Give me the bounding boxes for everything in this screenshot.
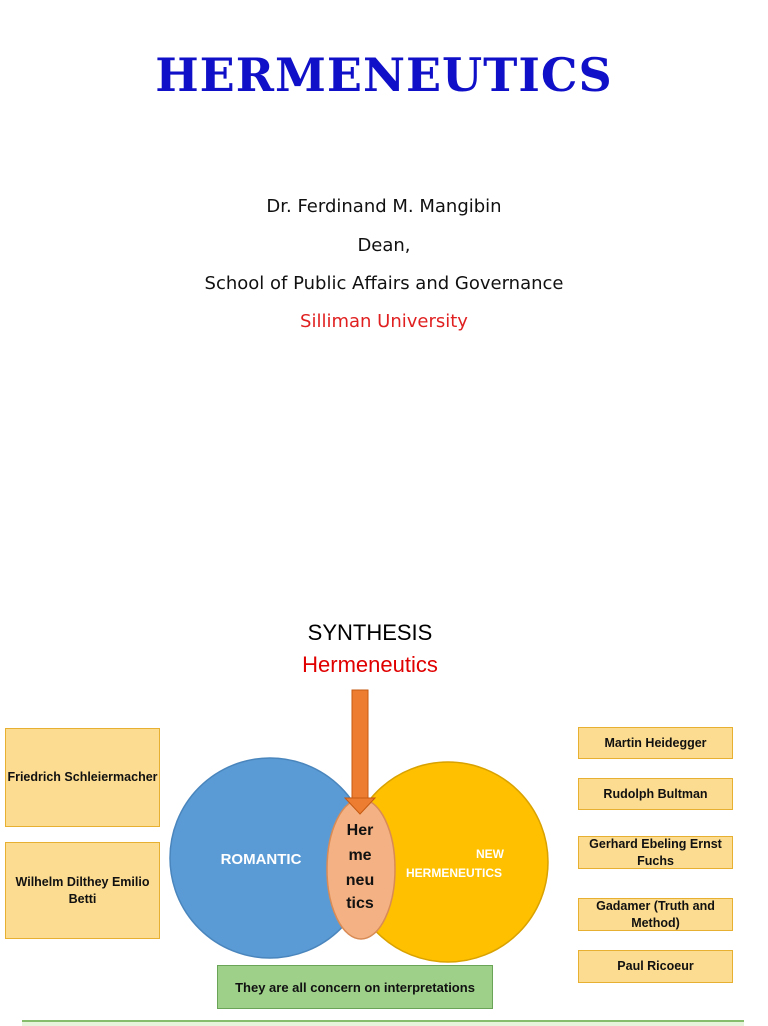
- new-label-line2: HERMENEUTICS: [405, 866, 503, 880]
- synthesis-title: SYNTHESIS: [307, 620, 433, 645]
- author-position: Dean,: [357, 235, 411, 256]
- romantic-label: ROMANTIC: [220, 851, 302, 868]
- footer-note: They are all concern on interpretations: [217, 965, 493, 1009]
- university-name: Silliman University: [300, 311, 468, 332]
- right-box-heidegger: Martin Heidegger: [578, 727, 733, 759]
- center-line-3: neu: [345, 872, 375, 889]
- down-arrow: [345, 690, 375, 814]
- bottom-bar: [22, 1020, 744, 1026]
- right-box-gadamer: Gadamer (Truth and Method): [578, 898, 733, 931]
- right-box-ebeling-fuchs: Gerhard Ebeling Ernst Fuchs: [578, 836, 733, 869]
- school-name: School of Public Affairs and Governance: [204, 273, 564, 294]
- new-label-line1: NEW: [476, 847, 504, 861]
- right-box-bultman: Rudolph Bultman: [578, 778, 733, 810]
- right-box-ricoeur: Paul Ricoeur: [578, 950, 733, 983]
- left-box-dilthey-betti: Wilhelm Dilthey Emilio Betti: [5, 842, 160, 939]
- center-line-2: me: [348, 847, 372, 864]
- synthesis-slide: [0, 600, 768, 1024]
- left-box-schleiermacher: Friedrich Schleiermacher: [5, 728, 160, 827]
- hermeneutics-overlap: [327, 799, 395, 939]
- synthesis-subtitle: Hermeneutics: [302, 652, 438, 677]
- venn-diagram: [0, 600, 768, 1024]
- center-line-4: tics: [346, 895, 374, 912]
- slide-title: HERMENEUTICS: [155, 48, 613, 102]
- center-line-1: Her: [346, 822, 374, 839]
- author-name: Dr. Ferdinand M. Mangibin: [266, 196, 502, 217]
